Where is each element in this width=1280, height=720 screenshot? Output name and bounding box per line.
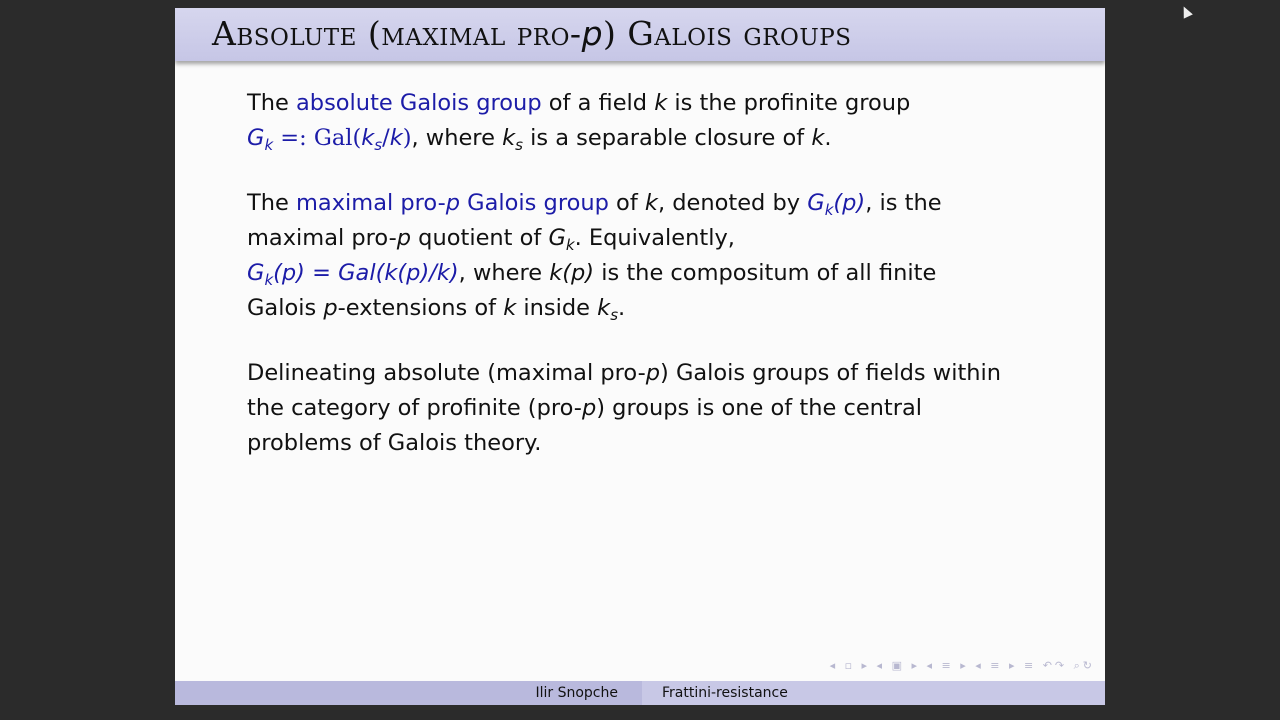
- mouse-cursor-icon: [1179, 4, 1193, 18]
- footer: [175, 681, 1105, 705]
- beamer-navigation-icons[interactable]: ◂ ▫ ▸ ◂ ▣ ▸ ◂ ≡ ▸ ◂ ≡ ▸ ≡ ↶↷ ⌕↻: [829, 659, 1095, 672]
- paragraph-delineating: Delineating absolute (maximal pro-p) Galois groups of fields within the category of profinite (pro-p) groups is one of the central problems of Galois theory.: [247, 360, 1002, 456]
- slide-content: [247, 86, 1057, 491]
- footer-author: Ilir Snopche: [175, 681, 642, 705]
- term-maximal-pro-p-galois-group: maximal pro-p Galois group: [296, 190, 609, 216]
- title-bar: [175, 8, 1105, 61]
- term-absolute-galois-group: absolute Galois group: [296, 90, 542, 116]
- paragraph-absolute-galois: The absolute Galois group of a field k is the profinite group $G_k$ =: $Gal(k_s/k)$, where $k_s$ is a separable closure of k.: [247, 90, 911, 154]
- slide: [175, 8, 1105, 705]
- paragraph-maximal-pro-p: The maximal pro-p Galois group of k, denoted by $G_k(p)$, is the maximal pro-p quotient of $G_k$. Equivalently, $G_k(p) = Gal(k(p)/k)$, where k(p) is the compositum of all finite Galois p-extensions of k inside $k_s$.: [247, 190, 942, 324]
- footer-talk-title: Frattini-resistance: [662, 685, 788, 701]
- slide-title: Absolute (maximal pro-p) Galois groups: [212, 14, 852, 53]
